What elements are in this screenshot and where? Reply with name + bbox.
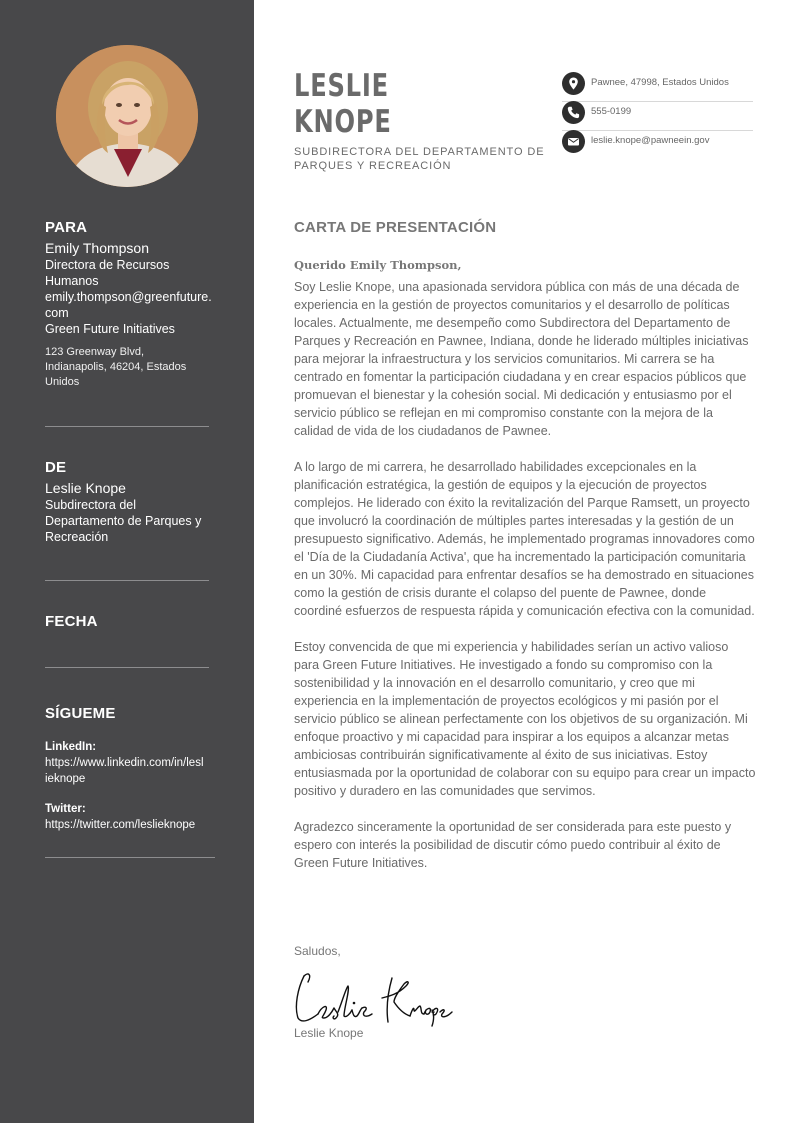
recipient-company: Green Future Initiatives <box>45 322 175 336</box>
profile-photo <box>56 45 198 187</box>
letter-greeting: Querido Emily Thompson, <box>294 258 462 272</box>
recipient-address: 123 Greenway Blvd, Indianapolis, 46204, Estados Unidos <box>45 346 187 388</box>
divider <box>45 667 209 668</box>
social-section <box>45 705 215 833</box>
letter-paragraph: Estoy convencida de que mi experiencia y habilidades serían un activo valioso para Green Future Initiatives. He investigado a fondo su compromiso con la sostenibilidad y la innovación en el desarrollo comunitario, y creo que mi experiencia en la implementación de proyectos ecológicos y mi pasión por el servicio público se alinean perfectamente con los objetivos de su organización. Mi enfoque proactivo y mi capacidad para inspirar a los equipos a alcanzar metas ambiciosas contribuirán significativamente al éxito de sus iniciativas. Estoy entusiasmada por la oportunidad de colaborar con su equipo para crear un impacto positivo y duradero en las comunidades que servimos. <box>294 640 756 798</box>
recipient-heading: PARA <box>45 219 88 236</box>
divider <box>45 580 209 581</box>
last-name: KNOPE <box>294 104 392 140</box>
letter-body <box>294 278 756 890</box>
signer-name: Leslie Knope <box>294 1026 364 1040</box>
linkedin-label: LinkedIn: <box>45 741 97 753</box>
social-heading: SÍGUEME <box>45 705 116 722</box>
contact-phone <box>562 101 753 130</box>
phone-icon <box>562 101 585 124</box>
applicant-title: SUBDIRECTORA DEL DEPARTAMENTO DE PARQUES Y RECREACIÓN <box>294 146 545 172</box>
contact-email <box>562 130 753 159</box>
letter-title: CARTA DE PRESENTACIÓN <box>294 219 497 236</box>
twitter-label: Twitter: <box>45 803 86 815</box>
portrait-image <box>56 45 198 187</box>
first-name: LESLIE <box>294 68 389 104</box>
sender-section <box>45 459 215 545</box>
letter-paragraph: Soy Leslie Knope, una apasionada servidora pública con más de una década de experiencia en la gestión de proyectos comunitarios y el desarrollo de políticas locales. Actualmente, me desempeño como Subdirectora del Departamento de Parques y Recreación en Pawnee, Indiana, donde he liderado múltiples iniciativas para mejorar la infraestructura y los servicios comunitarios. Mi carrera se ha centrado en fomentar la participación ciudadana y en crear espacios públicos que promuevan el bienestar y la cohesión social. Mi dedicación y entusiasmo por el servicio público se reflejan en mi compromiso constante con la mejora de la calidad de vida de los ciudadanos de Pawnee. <box>294 280 749 438</box>
recipient-title: Directora de Recursos Humanos <box>45 258 170 288</box>
contact-email-text[interactable]: leslie.knope@pawneein.gov <box>591 135 710 146</box>
sender-name: Leslie Knope <box>45 480 126 496</box>
sender-heading: DE <box>45 459 67 476</box>
recipient-name: Emily Thompson <box>45 240 150 256</box>
location-icon <box>562 72 585 95</box>
handwritten-signature <box>290 962 470 1028</box>
email-icon <box>562 130 585 153</box>
applicant-name <box>294 68 481 140</box>
letter-paragraph: Agradezco sinceramente la oportunidad de ser considerada para este puesto y espero con interés la posibilidad de discutir cómo puedo contribuir al éxito de Green Future Initiatives. <box>294 820 732 870</box>
contact-location-text: Pawnee, 47998, Estados Unidos <box>591 77 729 88</box>
recipient-section <box>45 219 215 390</box>
sender-title: Subdirectora del Departamento de Parques y Recreación <box>45 498 202 544</box>
letter-paragraph: A lo largo de mi carrera, he desarrollado habilidades excepcionales en la planificación estratégica, la gestión de equipos y la ejecución de proyectos complejos. He liderado con éxito la revitalización del Parque Ramsett, un proyecto que involucró la coordinación de múltiples partes interesadas y la gestión de un presupuesto significativo. Además, he implementado programas innovadores como el 'Día de la Ciudadanía Activa', que ha incrementado la participación comunitaria en un 30%. Mi capacidad para enfrentar desafíos se ha demostrado en situaciones como la gestión de crisis durante el colapso del puente de Pawnee, donde coordiné esfuerzos de respuesta rápida y comunicación efectiva con la comunidad. <box>294 460 755 618</box>
linkedin-link[interactable]: https://www.linkedin.com/in/leslieknope <box>45 757 204 785</box>
contact-location <box>562 72 753 101</box>
letter-closing: Saludos, <box>294 944 341 958</box>
divider <box>45 426 209 427</box>
date-heading: FECHA <box>45 613 98 630</box>
contact-phone-text: 555-0199 <box>591 106 632 117</box>
sidebar <box>0 0 254 1123</box>
date-section <box>45 613 215 630</box>
divider <box>45 857 215 858</box>
recipient-email[interactable]: emily.thompson@greenfuture.com <box>45 290 212 320</box>
twitter-link[interactable]: https://twitter.com/leslieknope <box>45 819 196 831</box>
